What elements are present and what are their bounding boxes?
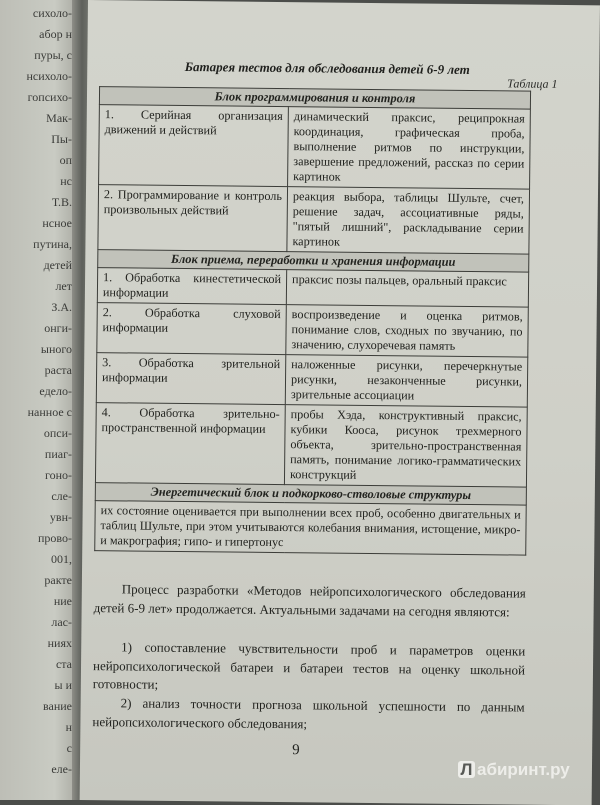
left-page-fragment: вание — [42, 699, 72, 713]
left-page-fragment: ние — [53, 594, 72, 608]
left-page-fragment: ы и — [54, 678, 72, 692]
left-page-fragment: пиаг- — [44, 447, 72, 461]
paragraph-item-1: 1) сопоставление чувствительности проб и параметров оценки нейропсихологической батареи и батареи тестов на оценку школьной готовности; — [92, 639, 526, 692]
block-header-programming: Блок программирования и контроля — [99, 87, 530, 110]
left-page-fragment: ракте — [44, 573, 72, 587]
tests-cell: воспроизведение и оценка ритмов, понимание слов, сходных по звучанию, по значению, слухоречевая память — [286, 305, 529, 358]
function-cell: 2. Обработка слуховой информации — [97, 303, 287, 355]
table-label: Таблица 1 — [507, 76, 558, 91]
paragraph-item-2: 2) анализ точности прогноза школьной успешности по данным нейропсихологического обследования; — [92, 695, 525, 731]
left-page-fragment: сле- — [51, 489, 72, 503]
left-page-fragment: нс — [60, 174, 72, 188]
table-row — [99, 105, 531, 190]
left-page-fragment: нсное — [42, 216, 72, 230]
tests-cell: реакция выбора, таблицы Шульте, счет, решение задач, ассоциативные ряды, "пятый лишний", раскладывание серии картинок — [287, 187, 530, 255]
left-page-fragment: ниях — [47, 636, 72, 650]
watermark-badge: Л — [458, 761, 475, 778]
paragraph-intro: Процесс разработки «Методов нейропсихологического обследования детей 6-9 лет» продолжается. Актуальными задачами на сегодня являются: — [93, 581, 526, 619]
left-page-fragment: гоно- — [44, 468, 72, 482]
left-page-fragment: прово- — [37, 531, 72, 545]
energy-cell: их состояние оценивается при выполнении всех проб, особенно двигательных и таблиц Шульте, при этом учитываются колебания внимания, истощение, микро- и макрография; гипо- и гипертонус — [95, 501, 526, 556]
table-row — [95, 403, 527, 488]
function-cell: 2. Программирование и контроль произвольных действий — [98, 185, 288, 252]
left-page-fragment: едело- — [39, 384, 72, 398]
left-page-fragment: детей — [43, 258, 72, 272]
watermark-text: абиринт.ру — [477, 760, 570, 779]
left-page-fragment: З.А. — [51, 300, 72, 314]
left-page-fragment: ста — [55, 657, 72, 671]
tests-cell: пробы Хэда, конструктивный праксис, кубики Кооса, рисунок трехмерного объекта, зрительно-пространственная память, понимание логико-грамматических конструкций — [284, 405, 527, 488]
table-row — [97, 303, 528, 358]
function-cell: 1. Серийная организация движений и действий — [99, 105, 289, 187]
table-row — [98, 185, 530, 255]
left-facing-page — [0, 0, 78, 800]
page-number: 9 — [292, 742, 300, 759]
left-page-fragment: сихоло- — [32, 6, 72, 20]
left-page-fragment: лас- — [51, 615, 72, 629]
left-page-fragment: абор н — [39, 27, 72, 41]
table-row — [96, 353, 527, 408]
left-page-fragment: Т.В. — [51, 195, 72, 209]
left-page-fragment: увн- — [49, 510, 72, 524]
table-row — [95, 501, 526, 556]
tests-cell: динамический праксис, реципрокная координация, графическая проба, выполнение ритмов по инструкции, завершение предложений, рассказ по серии картинок — [288, 107, 531, 190]
left-page-fragment: 001, — [51, 552, 72, 566]
left-page-fragment: Мак- — [46, 111, 72, 125]
left-page-fragment: лет — [55, 279, 72, 293]
left-page-fragment: оп — [59, 153, 72, 167]
table-row — [97, 268, 528, 308]
test-battery-table — [94, 86, 531, 555]
left-page-fragment: раста — [44, 363, 72, 377]
left-page-fragment: нсихоло- — [26, 69, 72, 83]
left-page-fragment: с — [66, 741, 72, 755]
left-page-fragment: опси- — [43, 426, 72, 440]
left-page-fragment: ыного — [40, 342, 72, 356]
function-cell: 1. Обработка кинестетической информации — [97, 268, 286, 305]
block-header-information: Блок приема, переработки и хранения информации — [98, 250, 529, 273]
watermark — [458, 760, 570, 780]
left-page-fragment: путина, — [33, 237, 72, 251]
block-header-energy: Энергетический блок и подкорково-стволовые структуры — [95, 483, 526, 506]
left-page-fragment: гопсихо- — [27, 90, 72, 104]
left-page-fragment: Пы- — [51, 132, 72, 146]
function-cell: 3. Обработка зрительной информации — [96, 353, 286, 405]
function-cell: 4. Обработка зрительно-пространственной информации — [95, 403, 285, 485]
left-page-fragment: нанное с — [27, 405, 72, 419]
table-title: Батарея тестов для обследования детей 6-9 лет — [184, 59, 470, 78]
book-page — [80, 0, 600, 805]
left-page-fragment: н — [65, 720, 72, 734]
left-page-fragment: онги- — [44, 321, 72, 335]
left-page-fragment: пуры, с — [34, 48, 72, 62]
tests-cell: праксис позы пальцев, оральный праксис — [286, 270, 528, 308]
left-page-fragment: еле- — [51, 762, 72, 776]
tests-cell: наложенные рисунки, перечеркнутые рисунки, незаконченные рисунки, зрительные ассоциации — [285, 355, 528, 408]
